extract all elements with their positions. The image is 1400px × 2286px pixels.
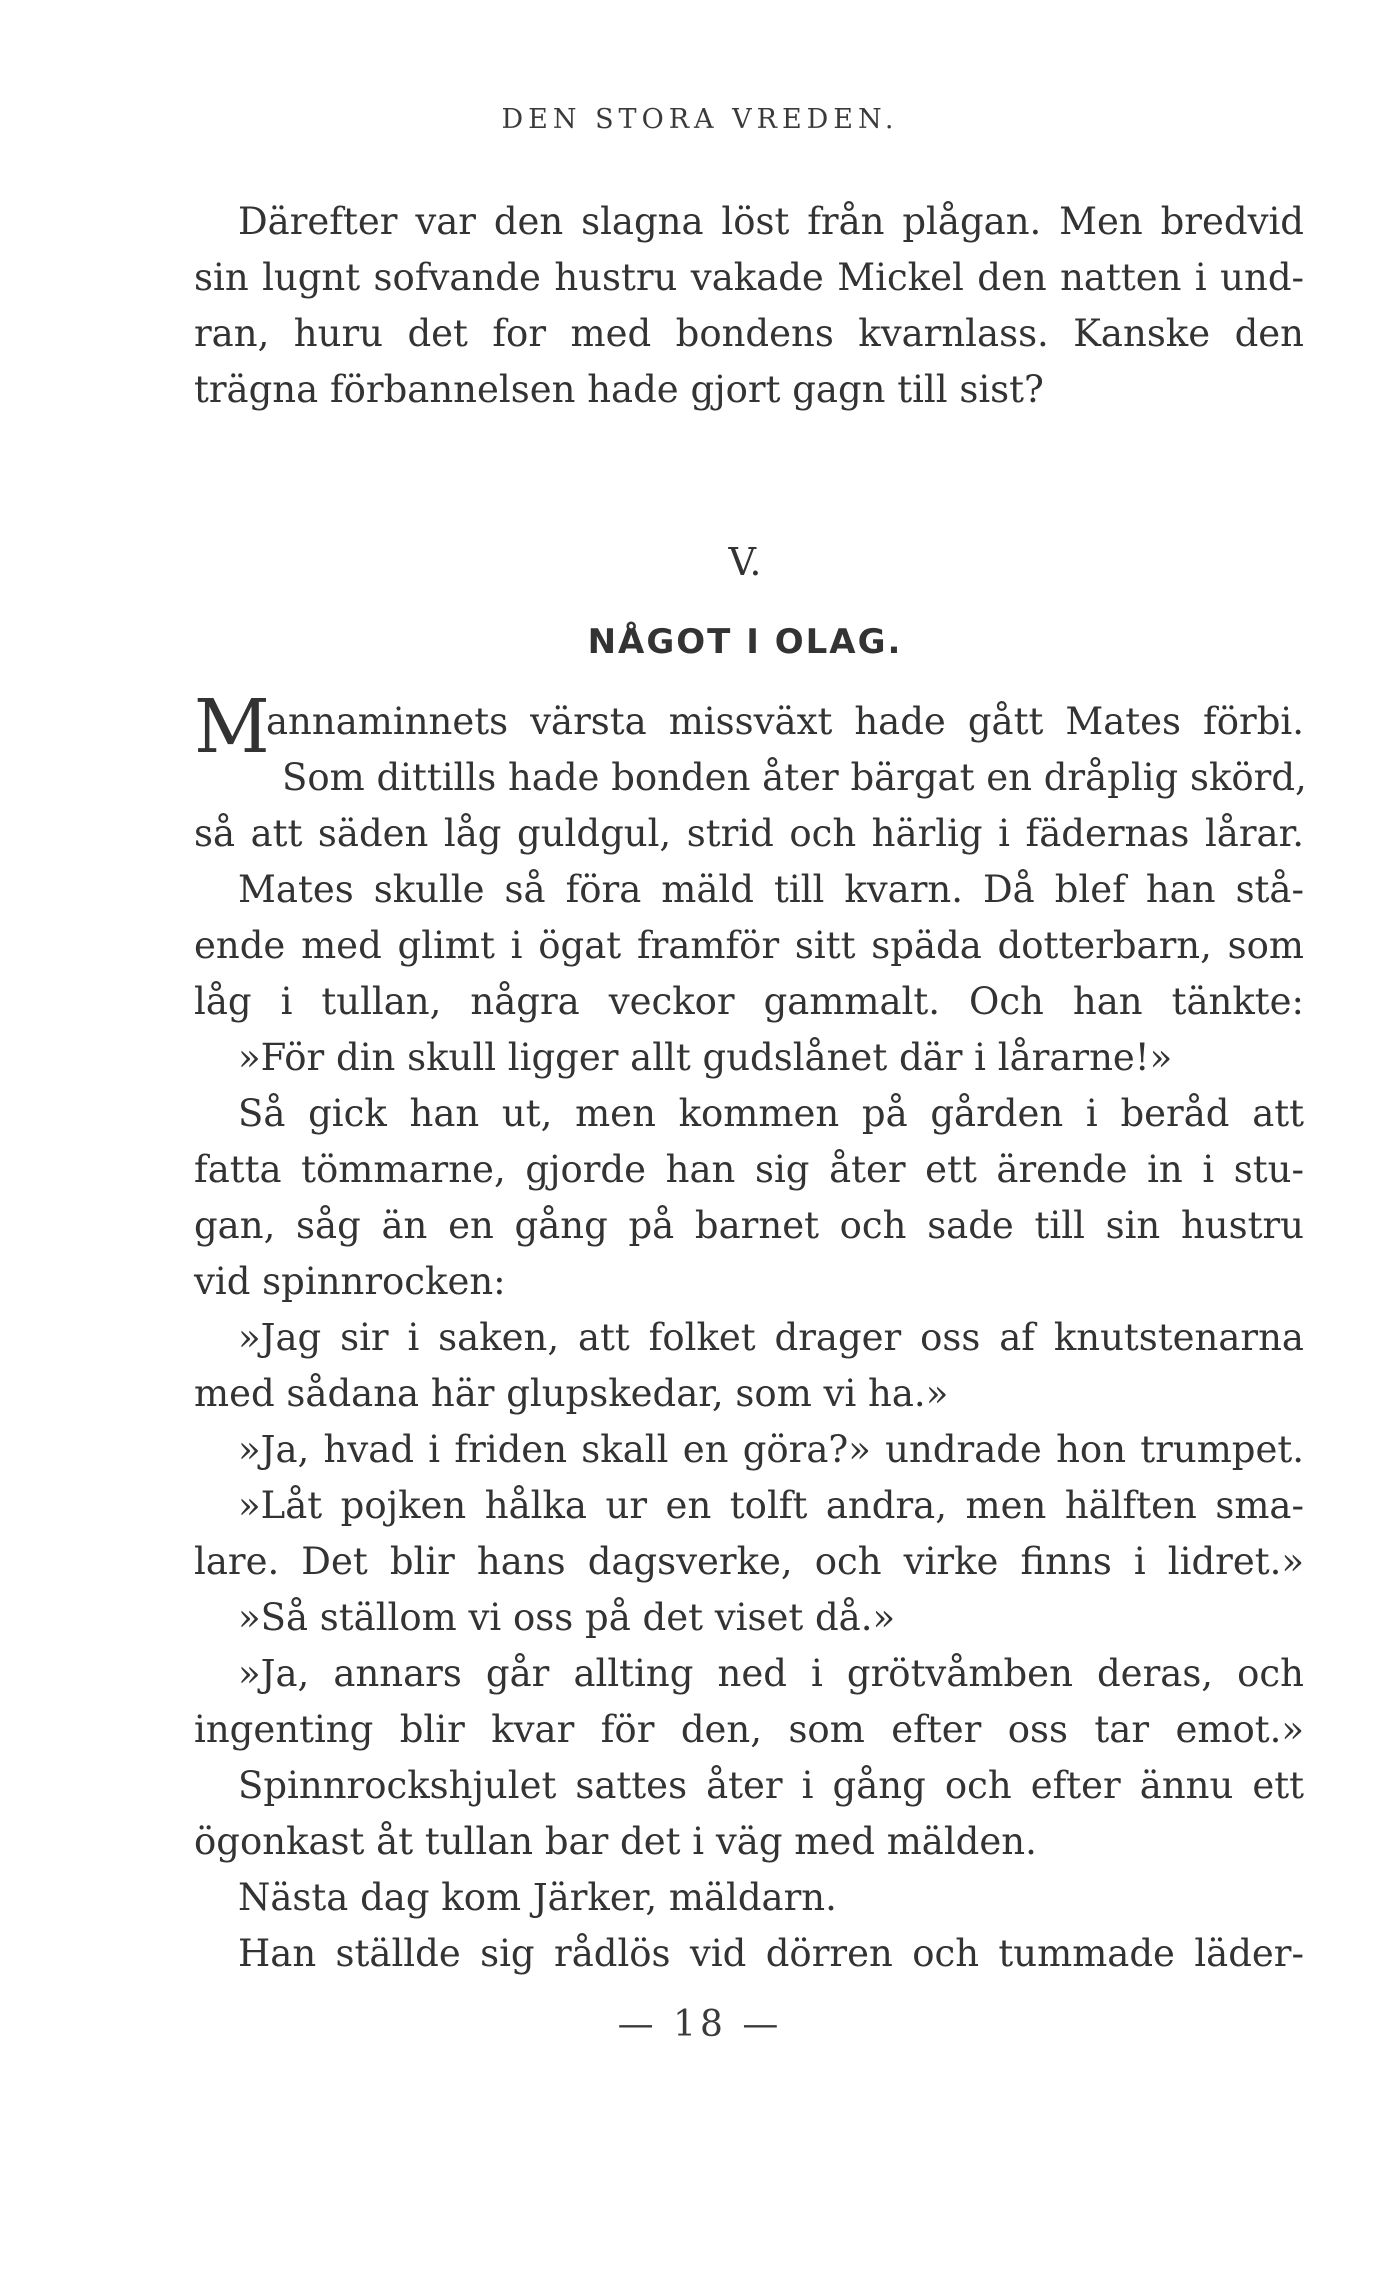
section-title: NÅGOT I OLAG. [587,622,903,662]
text-line: sin lugnt sofvande hustru vakade Mickel den natten i und- [194,256,1304,299]
text-line: Mates skulle så föra mäld till kvarn. Då blef han stå- [238,868,1304,911]
text-line: Nästa dag kom Järker, mäldarn. [238,1876,837,1919]
text-line: annaminnets värsta missväxt hade gått Mates förbi. [266,700,1304,743]
text-line: så att säden låg guldgul, strid och härlig i fädernas lårar. [194,812,1304,855]
text-line: »Så ställom vi oss på det viset då.» [238,1596,896,1639]
page-number: — 18 — [617,2004,783,2045]
text-line: gan, såg än en gång på barnet och sade till sin hustru [194,1204,1304,1247]
text-line: vid spinnrocken: [194,1260,506,1303]
text-line: »Ja, hvad i friden skall en göra?» undrade hon trumpet. [238,1428,1304,1471]
text-line: Han ställde sig rådlös vid dörren och tummade läder- [238,1932,1304,1975]
text-line: med sådana här glupskedar, som vi ha.» [194,1372,949,1415]
text-line: trägna förbannelsen hade gjort gagn till sist? [194,368,1044,411]
drop-cap: M [194,684,270,770]
text-line: »Ja, annars går allting ned i grötvåmben deras, och [238,1652,1304,1695]
text-line: Spinnrockshjulet sattes åter i gång och efter ännu ett [238,1764,1304,1807]
text-line: ögonkast åt tullan bar det i väg med mälden. [194,1820,1037,1863]
text-line: fatta tömmarne, gjorde han sig åter ett ärende in i stu- [194,1148,1304,1191]
text-line: ingenting blir kvar för den, som efter oss tar emot.» [194,1708,1304,1751]
text-line: ende med glimt i ögat framför sitt späda dotterbarn, som [194,924,1304,967]
text-line: lare. Det blir hans dagsverke, och virke finns i lidret.» [194,1540,1304,1583]
text-line: låg i tullan, några veckor gammalt. Och han tänkte: [194,980,1304,1023]
text-line: Så gick han ut, men kommen på gården i beråd att [238,1092,1304,1135]
text-line: Som dittills hade bonden åter bärgat en dråplig skörd, [282,756,1307,799]
text-line: »Jag sir i saken, att folket drager oss af knutstenarna [238,1316,1304,1359]
text-line: »För din skull ligger allt gudslånet där i lårarne!» [238,1036,1173,1079]
running-head: DEN STORA VREDEN. [501,104,899,135]
text-line: Därefter var den slagna löst från plågan. Men bredvid [238,200,1304,243]
text-line: ran, huru det for med bondens kvarnlass. Kanske den [194,312,1304,355]
text-line: »Låt pojken hålka ur en tolft andra, men hälften sma- [238,1484,1304,1527]
section-number: V. [728,540,762,584]
